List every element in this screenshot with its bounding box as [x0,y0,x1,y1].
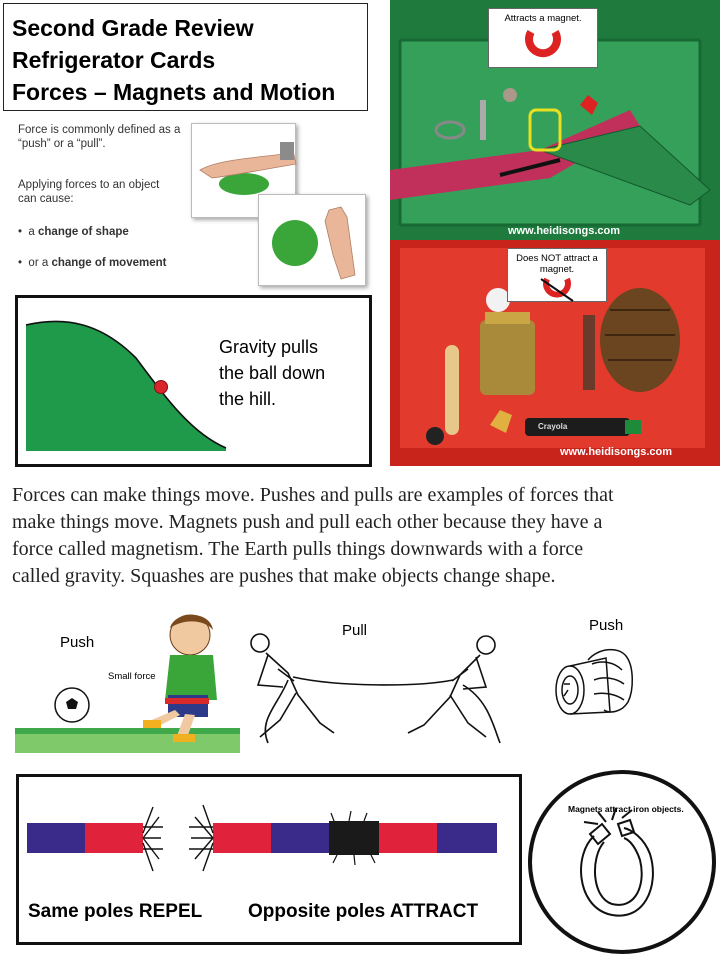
bullet-dot: • [18,257,29,269]
gravity-line-1: Gravity pulls [219,337,319,357]
magnets-card [16,774,522,945]
title-box [3,3,368,111]
definition-text [18,123,180,151]
opposite-poles-caption: Opposite poles ATTRACT [248,901,479,922]
magnet-icon [523,26,563,60]
attracting-filings [329,821,379,855]
watermark-bottom: www.heidisongs.com [560,446,673,458]
magnet-1-blue-pole [27,823,85,853]
bullet-1-prefix: a [28,226,39,238]
gravity-line-3: the hill. [219,389,277,409]
bullet-dot: • [18,226,29,238]
forces-paragraph [12,482,712,590]
applying-line-2: can cause: [18,193,74,205]
crushed-can-illustration [548,640,638,725]
definition-line-1: Force is commonly defined as a [18,124,181,136]
horseshoe-magnet-illustration [532,774,712,950]
paragraph-line-2: make things move. Magnets push and pull each other because they have a [12,511,603,533]
gravity-line-2: the ball down [219,363,326,383]
gravity-card [15,295,372,467]
paragraph-line-4: called gravity. Squashes are pushes that make objects change shape. [12,565,556,587]
not-attract-label-line-1: Does NOT attract a [516,253,598,264]
push-label-right: Push [589,617,624,634]
force-definition-panel [3,118,373,290]
not-attract-label-card [507,248,607,302]
magnet-3-red-pole [379,823,437,853]
bullet-shape [18,225,129,239]
applying-line-1: Applying forces to an object [18,179,160,191]
gravity-caption [219,334,325,412]
magnet-3-blue-pole [437,823,497,853]
not-attract-magnet-basket-photo [390,240,720,466]
attracts-magnet-basket-photo [390,0,720,240]
same-poles-caption: Same poles REPEL [28,901,203,922]
bullet-2-prefix: or a [28,257,52,269]
paragraph-line-1: Forces can make things move. Pushes and pulls are examples of forces that [12,484,614,506]
title-line-2: Refrigerator Cards [12,47,216,73]
marker-brand: Crayola [538,422,568,431]
attracts-label: Attracts a magnet. [504,13,582,24]
push-label-left: Push [60,634,95,651]
circle-caption: Magnets attract iron objects. [568,804,684,814]
tug-of-war-illustration [238,625,510,747]
title-line-3: Forces – Magnets and Motion [12,79,336,105]
small-force-label: Small force [108,671,156,682]
applying-text [18,178,159,206]
magnet-2-blue-pole [271,823,329,853]
attracts-label-card [488,8,598,68]
crossed-magnet-icon [537,275,577,303]
magnet-attracts-iron-circle [528,770,716,954]
not-attract-label-line-2: magnet. [539,264,575,275]
bullet-1-emphasis: change of shape [38,226,129,238]
magnet-2-red-pole [213,823,271,853]
title-line-1: Second Grade Review [12,15,254,41]
watermark-top: www.heidisongs.com [508,225,621,237]
push-photo [258,194,366,286]
bar-magnets-illustration [19,777,519,887]
hill-illustration [26,318,236,467]
hand-push-illustration [259,195,367,287]
magnet-1-red-pole [85,823,143,853]
boy-kicking-ball-illustration [15,610,240,753]
bullet-2-emphasis: change of movement [51,257,167,269]
paragraph-line-3: force called magnetism. The Earth pulls things downwards with a force [12,538,584,560]
pull-label: Pull [342,622,368,639]
definition-line-2: “push” or a “pull”. [18,138,106,150]
bullet-movement [18,256,166,270]
